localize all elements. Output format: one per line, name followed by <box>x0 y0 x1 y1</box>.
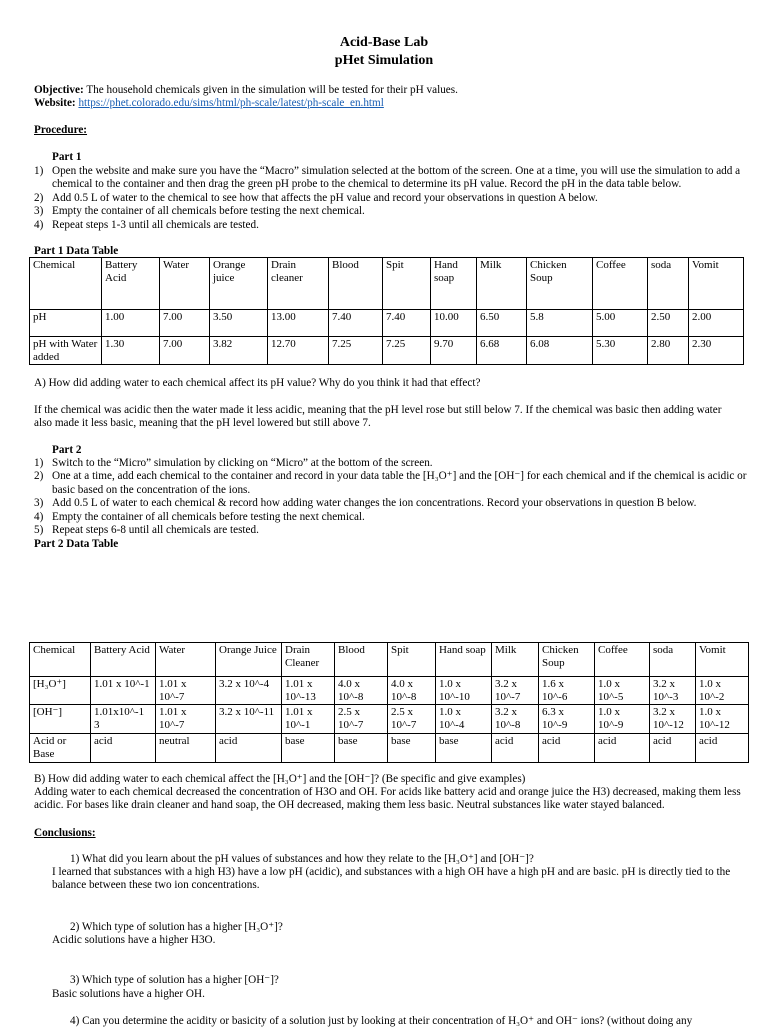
website-line <box>34 97 384 110</box>
step-text: Switch to the “Micro” simulation by clicking on “Micro” at the bottom of the screen. <box>52 457 433 469</box>
table-cell: soda <box>650 643 696 677</box>
table-cell: Battery Acid <box>91 643 156 677</box>
table-cell: pH <box>30 310 102 337</box>
table-cell: 3.2 x 10^-4 <box>216 677 282 705</box>
step-text: Add 0.5 L of water to each chemical & record how adding water changes the ion concentrations. Record your observations in question B below. <box>52 497 697 510</box>
table-cell: 3.2 x 10^-7 <box>492 677 539 705</box>
answer-b: Adding water to each chemical decreased the concentration of H3O and OH. For acids like battery acid and orange juice the H3) decreased, making them less acidic. For bases like drain cleaner and hand soap, the OH decreased, making them less basic. Neutral substances like water stayed balanced. <box>34 786 741 812</box>
table-cell: 1.01x10^-1 3 <box>91 705 156 734</box>
step-number: 3) <box>34 497 44 510</box>
part1-heading: Part 1 <box>52 151 82 163</box>
table-cell: 3.82 <box>210 337 268 365</box>
procedure-step <box>34 457 748 470</box>
table-row <box>30 337 744 365</box>
procedure-heading: Procedure: <box>34 124 88 136</box>
table-cell: Coffee <box>593 258 648 310</box>
procedure-step <box>34 497 748 510</box>
step-text: Empty the container of all chemicals before testing the next chemical. <box>52 510 365 523</box>
table-cell: neutral <box>156 734 216 763</box>
table-cell: acid <box>216 734 282 763</box>
step-number: 4) <box>34 510 44 523</box>
table-cell: Chemical <box>30 643 91 677</box>
conclusion-question-4: 4) Can you determine the acidity or basicity of a solution just by looking at their concentration of H₃O⁺ and OH⁻ ions? (without doing any <box>70 1015 693 1027</box>
table-cell: 5.30 <box>593 337 648 365</box>
table-cell: 10.00 <box>431 310 477 337</box>
table-cell: Water <box>156 643 216 677</box>
procedure-step <box>34 192 748 205</box>
part1-steps <box>34 165 748 232</box>
table-cell: 1.01 x 10^-1 <box>282 705 335 734</box>
table-cell: Coffee <box>595 643 650 677</box>
table-cell: 1.01 x 10^-13 <box>282 677 335 705</box>
table-cell: Vomit <box>696 643 749 677</box>
procedure-step <box>34 511 748 524</box>
table-cell: 2.50 <box>648 310 689 337</box>
table-cell: 6.08 <box>527 337 593 365</box>
table-cell: Battery Acid <box>102 258 160 310</box>
answer-a: If the chemical was acidic then the water made it less acidic, meaning that the pH level rose but still below 7. If the chemical was basic then adding water also made it less basic, meaning that the pH level lowered but still above 7. <box>34 404 722 430</box>
table-cell: 1.6 x 10^-6 <box>539 677 595 705</box>
table-cell: Drain Cleaner <box>282 643 335 677</box>
table-cell: 6.3 x 10^-9 <box>539 705 595 734</box>
conclusions-heading: Conclusions: <box>34 827 96 839</box>
table-cell: 1.0 x 10^-12 <box>696 705 749 734</box>
table-cell: Blood <box>329 258 383 310</box>
objective-line <box>34 84 458 97</box>
table-cell: 5.00 <box>593 310 648 337</box>
table-cell: 2.00 <box>689 310 744 337</box>
table-cell: Hand soap <box>431 258 477 310</box>
table-cell: 3.2 x 10^-3 <box>650 677 696 705</box>
table-cell: 1.00 <box>102 310 160 337</box>
table-cell: 1.01 x 10^-1 <box>91 677 156 705</box>
website-link[interactable]: https://phet.colorado.edu/sims/html/ph-scale/latest/ph-scale_en.html <box>78 97 384 109</box>
table-cell: acid <box>650 734 696 763</box>
table-cell: Spit <box>388 643 436 677</box>
table-cell: 6.50 <box>477 310 527 337</box>
table-cell: 1.0 x 10^-4 <box>436 705 492 734</box>
table-cell: base <box>436 734 492 763</box>
table-cell: 5.8 <box>527 310 593 337</box>
table-cell: 7.25 <box>329 337 383 365</box>
conclusion-question-1: 1) What did you learn about the pH values of substances and how they relate to the [H₃O⁺] and [OH⁻]? <box>70 853 534 865</box>
table-cell: 1.0 x 10^-10 <box>436 677 492 705</box>
table-cell: 1.01 x 10^-7 <box>156 677 216 705</box>
step-number: 1) <box>34 457 44 469</box>
step-number: 2) <box>34 191 44 204</box>
step-text: Repeat steps 1-3 until all chemicals are tested. <box>52 218 259 231</box>
table-cell: 4.0 x 10^-8 <box>335 677 388 705</box>
table-cell: Hand soap <box>436 643 492 677</box>
part1-data-table <box>29 257 744 365</box>
table-cell: Chemical <box>30 258 102 310</box>
table-cell: Acid or Base <box>30 734 91 763</box>
table-cell: 1.30 <box>102 337 160 365</box>
step-number: 4) <box>34 218 44 231</box>
table-cell: Spit <box>383 258 431 310</box>
question-a: A) How did adding water to each chemical affect its pH value? Why do you think it had that effect? <box>34 377 481 389</box>
table-cell: Orange juice <box>210 258 268 310</box>
table-cell: 1.0 x 10^-9 <box>595 705 650 734</box>
table-cell: acid <box>91 734 156 763</box>
website-label: Website: <box>34 97 76 109</box>
table-cell: base <box>282 734 335 763</box>
table-cell: acid <box>595 734 650 763</box>
procedure-step <box>34 470 748 497</box>
table-cell: acid <box>696 734 749 763</box>
conclusion-question-3: 3) Which type of solution has a higher [OH⁻]? <box>70 974 279 986</box>
table-cell: 13.00 <box>268 310 329 337</box>
table-row <box>30 705 749 734</box>
step-number: 3) <box>34 205 44 218</box>
part1-table-label: Part 1 Data Table <box>34 245 119 257</box>
table-row <box>30 734 749 763</box>
table-header-row <box>30 258 744 310</box>
table-cell: 4.0 x 10^-8 <box>388 677 436 705</box>
table-cell: 3.2 x 10^-12 <box>650 705 696 734</box>
table-cell: Water <box>160 258 210 310</box>
table-row <box>30 677 749 705</box>
table-cell: Chicken Soup <box>539 643 595 677</box>
table-cell: base <box>335 734 388 763</box>
table-cell: 7.00 <box>160 310 210 337</box>
conclusion-answer-1: I learned that substances with a high H3) have a low pH (acidic), and substances with a high OH have a high pH and are basic. pH is directly tied to the balance between these two ion concentrations. <box>52 866 731 892</box>
table-cell: Drain cleaner <box>268 258 329 310</box>
procedure-step <box>34 205 748 218</box>
step-number: 2) <box>34 470 44 483</box>
table-header-row <box>30 643 749 677</box>
table-cell: 6.68 <box>477 337 527 365</box>
table-cell: [H₃O⁺] <box>30 677 91 705</box>
table-cell: [OH⁻] <box>30 705 91 734</box>
procedure-step <box>34 165 748 192</box>
table-cell: Blood <box>335 643 388 677</box>
document-title: Acid-Base Lab <box>339 35 429 50</box>
table-cell: 3.2 x 10^-11 <box>216 705 282 734</box>
step-text: Repeat steps 6-8 until all chemicals are tested. <box>52 524 259 537</box>
part2-steps <box>34 457 748 537</box>
step-text: Add 0.5 L of water to the chemical to see how that affects the pH value and record your observations in question A below. <box>52 191 598 204</box>
table-cell: 1.0 x 10^-5 <box>595 677 650 705</box>
table-cell: 1.0 x 10^-2 <box>696 677 749 705</box>
table-cell: 7.40 <box>383 310 431 337</box>
step-number: 1) <box>34 165 44 177</box>
table-cell: soda <box>648 258 689 310</box>
table-cell: acid <box>539 734 595 763</box>
table-cell: 12.70 <box>268 337 329 365</box>
objective-text: The household chemicals given in the simulation will be tested for their pH values. <box>86 84 458 96</box>
table-cell: 3.50 <box>210 310 268 337</box>
question-b: B) How did adding water to each chemical affect the [H₃O⁺] and the [OH⁻]? (Be specific and give examples) <box>34 773 526 785</box>
table-cell: 1.01 x 10^-7 <box>156 705 216 734</box>
conclusion-answer-2: Acidic solutions have a higher H3O. <box>52 934 216 946</box>
table-cell: acid <box>492 734 539 763</box>
table-cell: base <box>388 734 436 763</box>
table-cell: 7.40 <box>329 310 383 337</box>
part2-heading: Part 2 <box>52 444 82 456</box>
table-row <box>30 310 744 337</box>
step-text: One at a time, add each chemical to the container and record in your data table the [H₃O⁺] and the [OH⁻] for each chemical and if the chemical is acidic or basic based on the concentration of the ions. <box>52 470 747 496</box>
objective-label: Objective: <box>34 84 84 96</box>
table-cell: 3.2 x 10^-8 <box>492 705 539 734</box>
table-cell: 2.5 x 10^-7 <box>335 705 388 734</box>
table-cell: pH with Water added <box>30 337 102 365</box>
table-cell: 7.00 <box>160 337 210 365</box>
part2-data-table <box>29 642 749 763</box>
table-cell: Orange Juice <box>216 643 282 677</box>
table-cell: Chicken Soup <box>527 258 593 310</box>
step-number: 5) <box>34 524 44 537</box>
table-cell: 2.80 <box>648 337 689 365</box>
conclusion-question-2: 2) Which type of solution has a higher [H₃O⁺]? <box>70 921 283 933</box>
table-cell: 7.25 <box>383 337 431 365</box>
table-cell: 2.30 <box>689 337 744 365</box>
table-cell: Milk <box>477 258 527 310</box>
procedure-step <box>34 219 748 232</box>
document-subtitle: pHet Simulation <box>334 53 434 68</box>
step-text: Empty the container of all chemicals before testing the next chemical. <box>52 205 365 218</box>
table-cell: Vomit <box>689 258 744 310</box>
step-text: Open the website and make sure you have the “Macro” simulation selected at the bottom of the screen. One at a time, you will use the simulation to add a chemical to the container and then drag the green pH probe to the chemical to determine its pH value. Record the pH in the data table below. <box>52 165 741 191</box>
table-cell: Milk <box>492 643 539 677</box>
table-cell: 9.70 <box>431 337 477 365</box>
part2-table-label: Part 2 Data Table <box>34 538 119 550</box>
conclusion-answer-3: Basic solutions have a higher OH. <box>52 988 205 1000</box>
procedure-step <box>34 524 748 537</box>
table-cell: 2.5 x 10^-7 <box>388 705 436 734</box>
